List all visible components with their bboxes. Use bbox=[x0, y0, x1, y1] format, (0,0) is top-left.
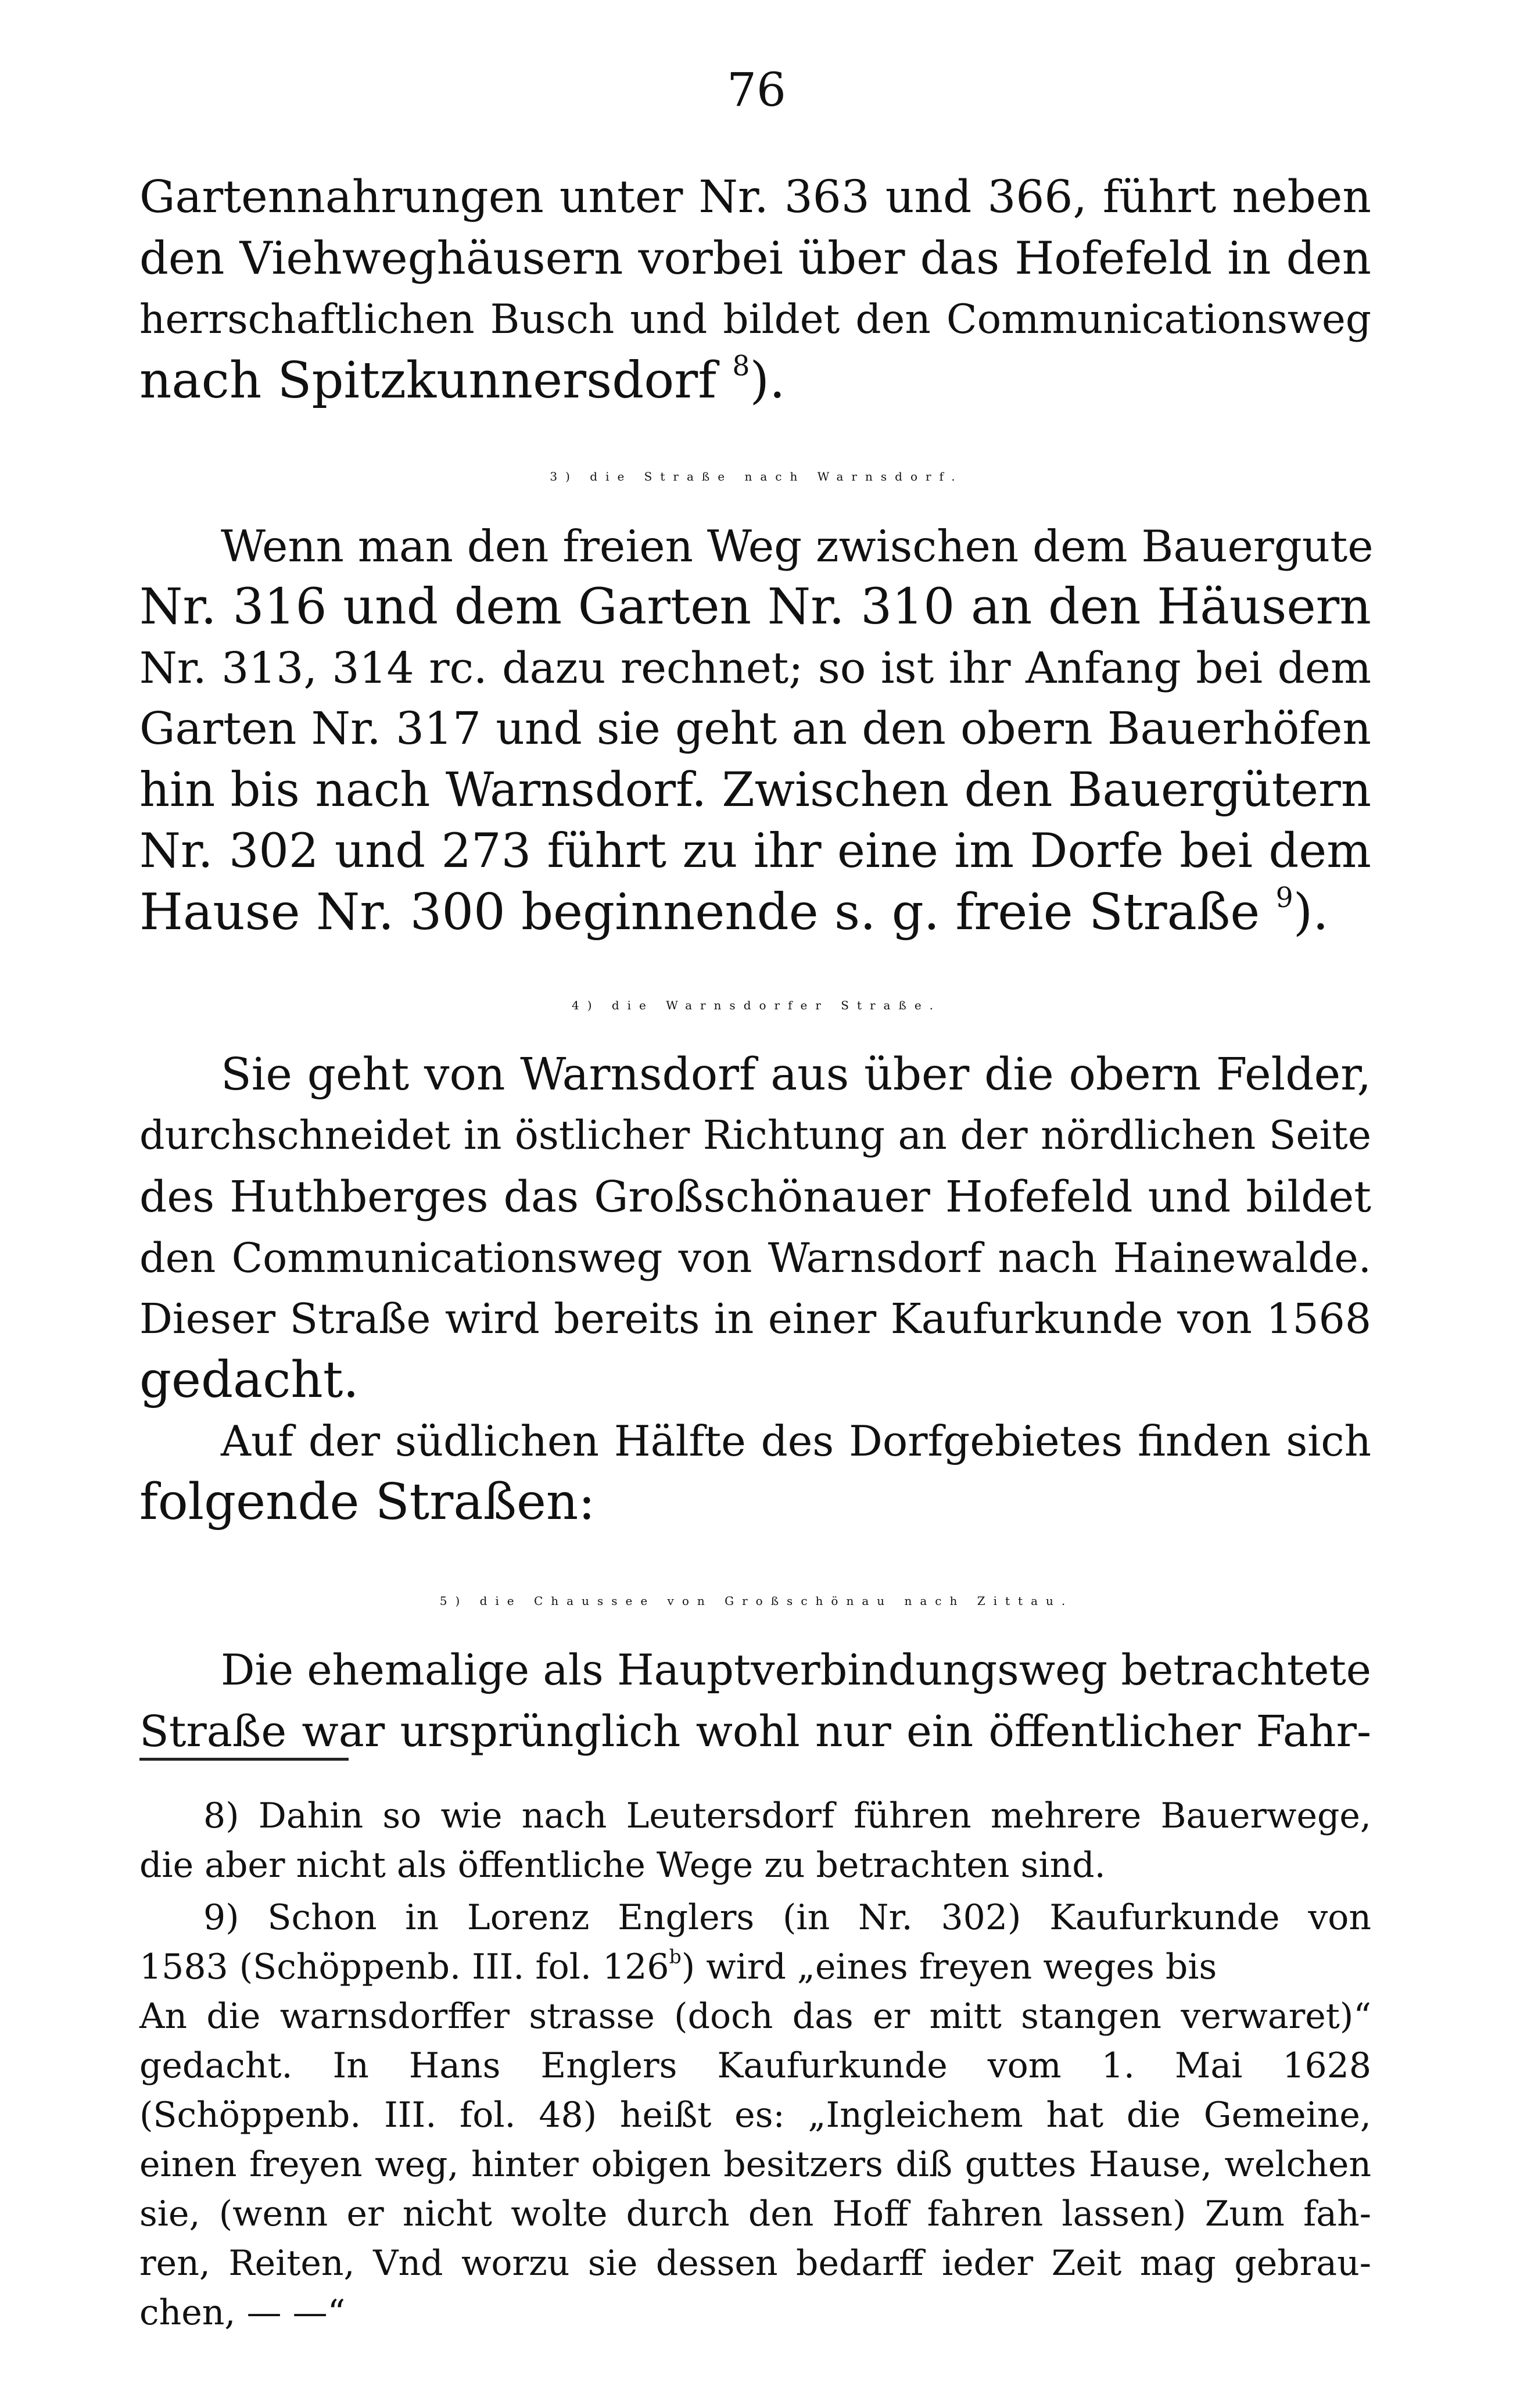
text-segment: Hause Nr. 300 beginnende s. g. freie Straße bbox=[139, 883, 1260, 941]
footnote-line: (Schöppenb. III. fol. 48) heißt es: „Ingleichem hat die Gemeine, bbox=[139, 2095, 1371, 2135]
footnote-line: gedacht. In Hans Englers Kaufurkunde vom 1. Mai 1628 bbox=[139, 2045, 1371, 2086]
footnote-line bbox=[139, 1944, 1217, 1990]
page-number: 76 bbox=[727, 63, 786, 117]
text-line: den Communicationsweg von Warnsdorf nach Hainewalde. bbox=[139, 1234, 1371, 1282]
superscript: b bbox=[669, 1945, 682, 1968]
text-line: hin bis nach Warnsdorf. Zwischen den Bauergütern bbox=[139, 763, 1371, 818]
footnote-line: An die warnsdorffer strasse (doch das er mitt stangen verwaret)“ bbox=[139, 1996, 1371, 2037]
text-segment: ). bbox=[1293, 883, 1329, 941]
text-segment: ). bbox=[750, 352, 786, 410]
text-line: Nr. 302 und 273 führt zu ihr eine im Dorfe bei dem bbox=[139, 824, 1371, 879]
footnote-line: sie, (wenn er nicht wolte durch den Hoff fahren lassen) Zum fah- bbox=[139, 2194, 1371, 2234]
text-line: den Viehweghäusern vorbei über das Hofefeld in den bbox=[139, 232, 1371, 285]
text-line: folgende Straßen: bbox=[139, 1473, 596, 1531]
text-line: Sie geht von Warnsdorf aus über die obern Felder, bbox=[221, 1049, 1371, 1101]
text-line bbox=[139, 352, 785, 410]
footnote-line: 8) Dahin so wie nach Leutersdorf führen mehrere Bauerwege, bbox=[203, 1796, 1371, 1836]
text-line: Auf der südlichen Hälfte des Dorfgebietes finden sich bbox=[221, 1417, 1371, 1465]
text-line: gedacht. bbox=[139, 1351, 359, 1409]
section-heading-5: 5) die Chaussee von Großschönau nach Zittau. bbox=[439, 1594, 1074, 1608]
footnote-divider bbox=[139, 1758, 349, 1761]
text-line: des Huthberges das Großschönauer Hofefeld und bildet bbox=[139, 1172, 1371, 1222]
footnote-line: einen freyen weg, hinter obigen besitzers diß guttes Hause, welchen bbox=[139, 2144, 1371, 2185]
text-line: herrschaftlichen Busch und bildet den Communicationsweg bbox=[139, 296, 1371, 343]
footnote-line: 9) Schon in Lorenz Englers (in Nr. 302) Kaufurkunde von bbox=[203, 1897, 1371, 1938]
text-line: Dieser Straße wird bereits in einer Kaufurkunde von 1568 bbox=[139, 1295, 1371, 1343]
text-line: Die ehemalige als Hauptverbindungsweg betrachtete bbox=[221, 1646, 1371, 1695]
footnote-line: chen, — —“ bbox=[139, 2292, 346, 2333]
text-segment: ) wird „eines freyen weges bis bbox=[681, 1947, 1217, 1987]
text-line: Nr. 313, 314 rc. dazu rechnet; so ist ihr Anfang bei dem bbox=[139, 643, 1371, 693]
footnote-ref-8: 8 bbox=[732, 350, 750, 383]
text-line: Straße war ursprünglich wohl nur ein öffentlicher Fahr- bbox=[139, 1707, 1371, 1757]
section-heading-4: 4) die Warnsdorfer Straße. bbox=[571, 998, 942, 1012]
text-segment: nach Spitzkunnersdorf bbox=[139, 352, 717, 410]
text-segment: 1583 (Schöppenb. III. fol. 126 bbox=[139, 1947, 669, 1987]
footnote-line: die aber nicht als öffentliche Wege zu betrachten sind. bbox=[139, 1845, 1106, 1886]
footnote-ref-9: 9 bbox=[1275, 882, 1293, 915]
text-line: Garten Nr. 317 und sie geht an den obern Bauerhöfen bbox=[139, 703, 1371, 755]
text-line: Wenn man den freien Weg zwischen dem Bauergute bbox=[221, 521, 1374, 572]
text-line: durchschneidet in östlicher Richtung an der nördlichen Seite bbox=[139, 1113, 1371, 1159]
footnote-line: ren, Reiten, Vnd worzu sie dessen bedarff ieder Zeit mag gebrau- bbox=[139, 2243, 1371, 2284]
text-line: Gartennahrungen unter Nr. 363 und 366, führt neben bbox=[139, 171, 1371, 223]
section-heading-3: 3) die Straße nach Warnsdorf. bbox=[550, 470, 963, 483]
text-line: Nr. 316 und dem Garten Nr. 310 an den Häusern bbox=[139, 578, 1371, 636]
text-line bbox=[139, 883, 1329, 941]
